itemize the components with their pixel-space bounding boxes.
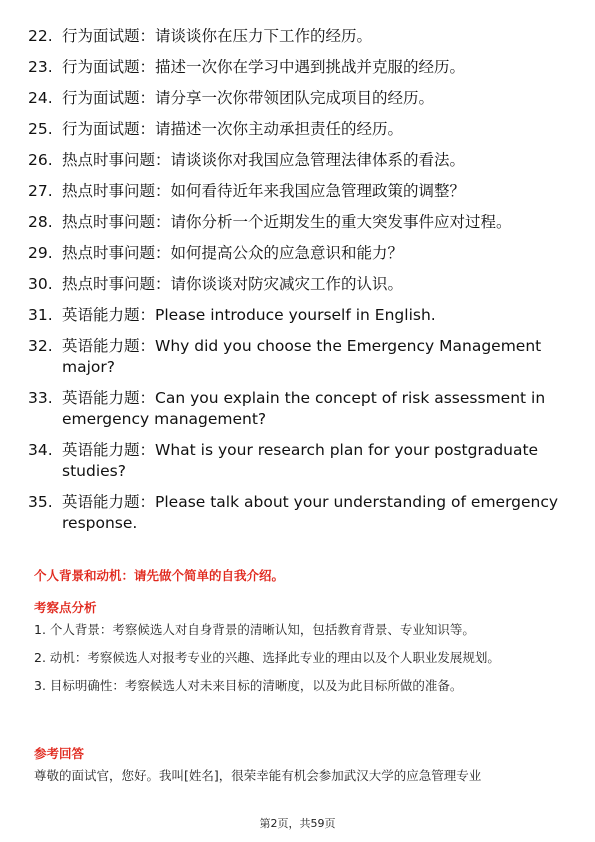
analysis-title: 考察点分析 — [34, 600, 97, 615]
question-number: 24. — [28, 89, 53, 107]
question-item — [28, 305, 568, 326]
question-text: 英语能力题：What is your research plan for your postgraduate studies? — [62, 441, 539, 480]
question-item — [28, 440, 568, 482]
analysis-point: 2. 动机：考察候选人对报考专业的兴趣、选择此专业的理由以及个人职业发展规划。 — [34, 650, 500, 665]
question-item — [28, 181, 568, 202]
question-text: 英语能力题：Please talk about your understanding of emergency response. — [62, 493, 559, 532]
question-text: 行为面试题：请分享一次你带领团队完成项目的经历。 — [62, 89, 435, 107]
question-number: 32. — [28, 337, 53, 355]
reference-block — [34, 744, 564, 788]
question-list — [28, 26, 568, 544]
question-number: 31. — [28, 306, 53, 324]
question-item — [28, 274, 568, 295]
question-item — [28, 88, 568, 109]
question-number: 23. — [28, 58, 53, 76]
question-text: 热点时事问题：请谈谈你对我国应急管理法律体系的看法。 — [62, 151, 466, 169]
reference-title: 参考回答 — [34, 746, 85, 761]
question-text: 热点时事问题：请你谈谈对防灾减灾工作的认识。 — [62, 275, 404, 293]
question-text: 英语能力题：Can you explain the concept of risk assessment in emergency management? — [62, 389, 546, 428]
question-text: 热点时事问题：如何提高公众的应急意识和能力？ — [62, 244, 404, 262]
question-text: 行为面试题：请描述一次你主动承担责任的经历。 — [62, 120, 404, 138]
question-item — [28, 492, 568, 534]
question-item — [28, 119, 568, 140]
reference-text: 尊敬的面试官，您好。我叫[姓名]，很荣幸能有机会参加武汉大学的应急管理专业 — [34, 768, 482, 783]
question-number: 35. — [28, 493, 53, 511]
question-number: 27. — [28, 182, 53, 200]
question-item — [28, 336, 568, 378]
question-number: 22. — [28, 27, 53, 45]
question-text: 行为面试题：请谈谈你在压力下工作的经历。 — [62, 27, 373, 45]
analysis-point: 1. 个人背景：考察候选人对自身背景的清晰认知，包括教育背景、专业知识等。 — [34, 622, 475, 637]
question-number: 34. — [28, 441, 53, 459]
analysis-block — [34, 598, 564, 698]
question-number: 29. — [28, 244, 53, 262]
question-text: 热点时事问题：请你分析一个近期发生的重大突发事件应对过程。 — [62, 213, 512, 231]
question-item — [28, 243, 568, 264]
question-text: 英语能力题：Please introduce yourself in English. — [62, 306, 436, 324]
section-heading: 个人背景和动机：请先做个简单的自我介绍。 — [34, 568, 285, 583]
question-number: 30. — [28, 275, 53, 293]
question-text: 热点时事问题：如何看待近年来我国应急管理政策的调整？ — [62, 182, 466, 200]
page-number: 第2页，共59页 — [259, 817, 336, 830]
question-number: 25. — [28, 120, 53, 138]
question-item — [28, 150, 568, 171]
question-item — [28, 57, 568, 78]
question-number: 33. — [28, 389, 53, 407]
analysis-point: 3. 目标明确性：考察候选人对未来目标的清晰度，以及为此目标所做的准备。 — [34, 678, 463, 693]
question-item — [28, 26, 568, 47]
question-text: 英语能力题：Why did you choose the Emergency Management major? — [62, 337, 542, 376]
question-item — [28, 388, 568, 430]
question-number: 26. — [28, 151, 53, 169]
question-item — [28, 212, 568, 233]
section-heading-block — [34, 566, 564, 584]
question-number: 28. — [28, 213, 53, 231]
question-text: 行为面试题：描述一次你在学习中遇到挑战并克服的经历。 — [62, 58, 466, 76]
